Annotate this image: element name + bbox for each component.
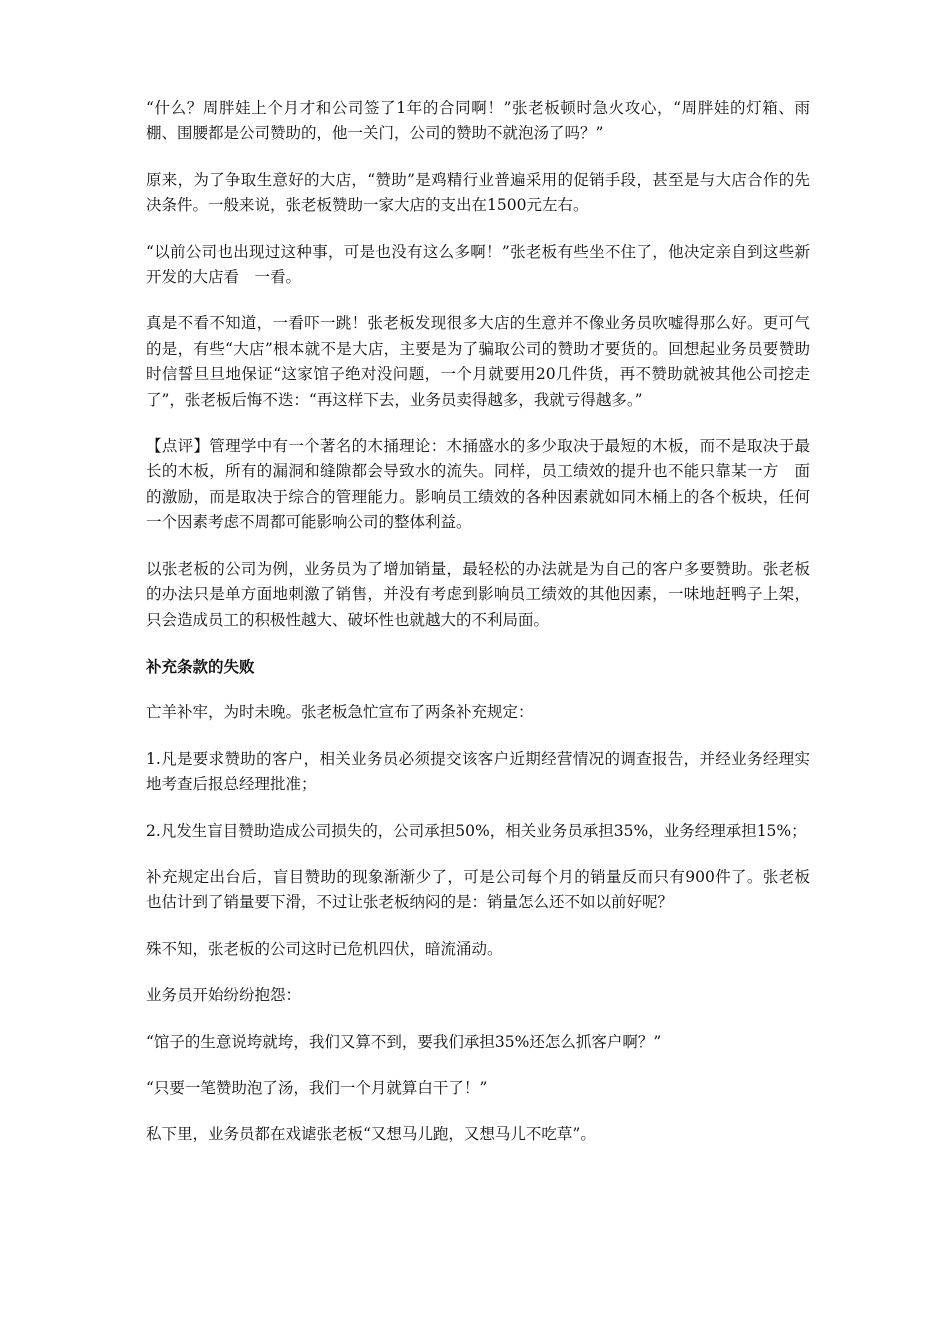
rule-item-2: 2.凡发生盲目赞助造成公司损失的，公司承担50%，相关业务员承担35%，业务经理承担15%； — [146, 821, 807, 840]
paragraph-new-rules-intro: 亡羊补牢，为时未晚。张老板急忙宣布了两条补充规定： — [146, 703, 534, 722]
paragraph-sales-decline: 补充规定出台后，盲目赞助的现象渐渐少了，可是公司每个月的销量反而只有900件了。张老板也估计到了销量要下滑，不过让张老板纳闷的是：销量怎么还不如以前好呢？ — [146, 867, 810, 912]
paragraph-discovery: 真是不看不知道，一看吓一跳！张老板发现很多大店的生意并不像业务员吹嘘得那么好。更可气的是，有些“大店”根本就不是大店，主要是为了骗取公司的赞助才要货的。回想起业务员要赞助时信誓旦旦地保证“这家馆子绝对没问题，一个月就要用20几件货，再不赞助就被其他公司挖走了”，张老板后悔不迭：“再这样下去，业务员卖得越多，我就亏得越多。” — [146, 314, 810, 409]
paragraph-complaints-intro: 业务员开始纷纷抱怨： — [146, 986, 302, 1005]
quote-complaint-1: “馆子的生意说垮就垮，我们又算不到，要我们承担35%还怎么抓客户啊？” — [146, 1032, 662, 1051]
paragraph-crisis: 殊不知，张老板的公司这时已危机四伏，暗流涌动。 — [146, 939, 503, 958]
paragraph-boss-visit: “以前公司也出现过这种事，可是也没有这么多啊！”张老板有些坐不住了，他决定亲自到这些新开发的大店看 一看。 — [146, 242, 810, 287]
quote-complaint-2: “只要一笔赞助泡了汤，我们一个月就算白干了！” — [146, 1078, 488, 1097]
section-heading: 补充条款的失败 — [146, 656, 255, 676]
paragraph-sponsorship-background: 原来，为了争取生意好的大店，“赞助”是鸡精行业普遍采用的促销手段，甚至是与大店合作的先决条件。一般来说，张老板赞助一家大店的支出在1500元左右。 — [146, 170, 810, 215]
paragraph-contract: “什么？周胖娃上个月才和公司签了1年的合同啊！”张老板顿时急火攻心，“周胖娃的灯箱、雨棚、围腰都是公司赞助的，他一关门，公司的赞助不就泡汤了吗？” — [146, 99, 810, 143]
paragraph-private-mockery: 私下里，业务员都在戏谑张老板“又想马儿跑，又想马儿不吃草”。 — [146, 1125, 596, 1144]
document-body — [146, 96, 810, 1169]
paragraph-commentary: 【点评】管理学中有一个著名的木捅理论：木捅盛水的多少取决于最短的木板，而不是取决于最长的木板，所有的漏洞和缝隙都会导致水的流失。同样，员工绩效的提升也不能只靠某一方 面的激励，而是取决于综合的管理能力。影响员工绩效的各种因素就如同木桶上的各个板块，任何一个因素考虑不周都可能影响公司的整体利益。 — [146, 437, 810, 532]
paragraph-example: 以张老板的公司为例，业务员为了增加销量，最轻松的办法就是为自己的客户多要赞助。张老板的办法只是单方面地刺激了销售，并没有考虑到影响员工绩效的其他因素，一味地赶鸭子上架，只会造成员工的积极性越大、破坏性也就越大的不利局面。 — [146, 559, 810, 629]
rule-item-1: 1.凡是要求赞助的客户，相关业务员必须提交该客户近期经营情况的调查报告，并经业务经理实地考查后报总经理批准； — [146, 749, 810, 794]
